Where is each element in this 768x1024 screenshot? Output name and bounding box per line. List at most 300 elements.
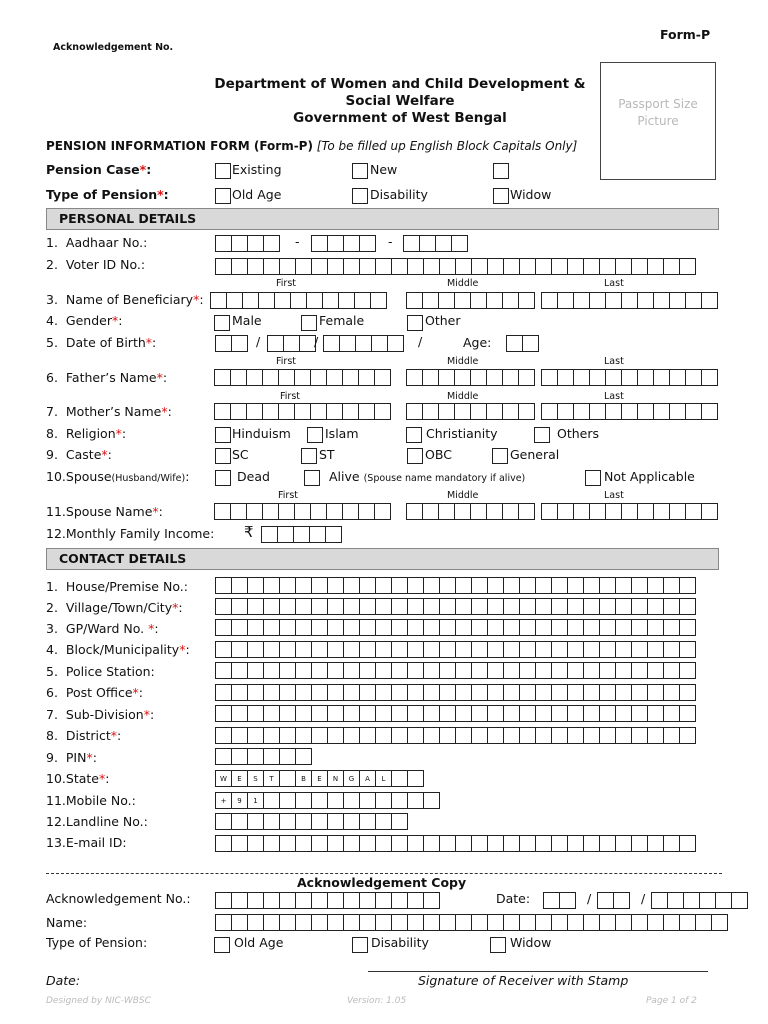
char-cell[interactable] [231,835,248,852]
char-cell[interactable] [535,619,552,636]
char-cell[interactable] [535,577,552,594]
char-cell[interactable] [599,835,616,852]
char-cell[interactable] [375,577,392,594]
char-cell[interactable] [247,598,264,615]
char-cell[interactable] [439,641,456,658]
char-cell[interactable] [503,577,520,594]
char-cell[interactable] [311,258,328,275]
char-cell[interactable] [295,813,312,830]
char-cell[interactable] [541,503,558,520]
char-cell[interactable] [343,662,360,679]
char-cell[interactable] [246,503,263,520]
char-cell[interactable] [486,403,503,420]
char-cell[interactable] [615,577,632,594]
char-cell[interactable] [567,684,584,701]
char-cell[interactable] [535,727,552,744]
char-cell[interactable] [375,258,392,275]
char-cell[interactable] [605,369,622,386]
char-cell[interactable] [583,619,600,636]
char-cell[interactable] [407,598,424,615]
char-cell[interactable] [295,914,312,931]
char-cell[interactable] [535,835,552,852]
char-cell[interactable] [342,503,359,520]
char-cell[interactable] [295,705,312,722]
char-cell[interactable] [589,369,606,386]
char-cell[interactable] [374,369,391,386]
char-cell[interactable] [343,792,360,809]
char-cell[interactable] [669,403,686,420]
char-cell[interactable] [407,577,424,594]
post-grid[interactable] [215,684,695,701]
spouse-first-grid[interactable] [214,503,390,520]
name-last-grid[interactable] [541,292,717,309]
ack-widow-checkbox[interactable] [490,937,506,953]
char-cell[interactable] [231,914,248,931]
char-cell[interactable] [439,258,456,275]
char-cell[interactable] [583,684,600,701]
char-cell[interactable] [583,705,600,722]
char-cell[interactable] [653,403,670,420]
char-cell[interactable] [615,619,632,636]
char-cell[interactable]: T [263,770,280,787]
char-cell[interactable] [471,705,488,722]
char-cell[interactable] [647,727,664,744]
char-cell[interactable] [567,835,584,852]
char-cell[interactable] [247,835,264,852]
char-cell[interactable] [343,727,360,744]
char-cell[interactable] [278,369,295,386]
char-cell[interactable] [599,684,616,701]
char-cell[interactable] [215,914,232,931]
char-cell[interactable] [486,292,503,309]
char-cell[interactable] [391,770,408,787]
char-cell[interactable] [599,258,616,275]
char-cell[interactable] [214,403,231,420]
others-checkbox[interactable] [534,427,550,443]
char-cell[interactable] [438,403,455,420]
char-cell[interactable] [359,813,376,830]
char-cell[interactable] [295,835,312,852]
male-checkbox[interactable] [214,315,230,331]
char-cell[interactable] [423,662,440,679]
char-cell[interactable] [231,727,248,744]
char-cell[interactable] [423,577,440,594]
char-cell[interactable] [557,369,574,386]
char-cell[interactable] [701,292,718,309]
char-cell[interactable] [551,835,568,852]
dob-month-grid[interactable] [267,335,315,352]
char-cell[interactable] [231,641,248,658]
char-cell[interactable] [295,684,312,701]
char-cell[interactable] [589,403,606,420]
char-cell[interactable] [679,598,696,615]
char-cell[interactable] [647,662,664,679]
char-cell[interactable] [247,577,264,594]
char-cell[interactable] [295,598,312,615]
char-cell[interactable] [343,598,360,615]
char-cell[interactable] [263,835,280,852]
char-cell[interactable] [454,292,471,309]
char-cell[interactable] [583,662,600,679]
char-cell[interactable] [522,335,539,352]
age-grid[interactable] [506,335,538,352]
char-cell[interactable] [541,369,558,386]
char-cell[interactable] [277,526,294,543]
char-cell[interactable] [583,835,600,852]
char-cell[interactable] [326,503,343,520]
char-cell[interactable] [279,892,296,909]
char-cell[interactable]: A [359,770,376,787]
char-cell[interactable] [246,403,263,420]
ack-date-year-grid[interactable] [651,892,747,909]
char-cell[interactable] [557,292,574,309]
char-cell[interactable] [279,770,296,787]
char-cell[interactable] [519,662,536,679]
char-cell[interactable] [502,369,519,386]
ack-name-grid[interactable] [215,914,727,931]
char-cell[interactable] [631,577,648,594]
char-cell[interactable] [685,369,702,386]
char-cell[interactable] [231,258,248,275]
char-cell[interactable]: + [215,792,232,809]
aadhaar-grid-1[interactable] [215,235,279,252]
char-cell[interactable] [631,641,648,658]
char-cell[interactable] [679,835,696,852]
not-applicable-checkbox[interactable] [585,470,601,486]
char-cell[interactable] [263,792,280,809]
char-cell[interactable] [375,892,392,909]
char-cell[interactable] [471,258,488,275]
char-cell[interactable] [215,835,232,852]
char-cell[interactable] [295,577,312,594]
char-cell[interactable] [439,598,456,615]
char-cell[interactable] [518,292,535,309]
char-cell[interactable] [210,292,227,309]
char-cell[interactable] [263,598,280,615]
char-cell[interactable] [519,727,536,744]
char-cell[interactable] [423,835,440,852]
state-grid[interactable] [215,770,423,787]
char-cell[interactable] [327,813,344,830]
char-cell[interactable] [214,503,231,520]
char-cell[interactable] [487,662,504,679]
char-cell[interactable] [669,369,686,386]
char-cell[interactable] [423,914,440,931]
char-cell[interactable] [375,641,392,658]
char-cell[interactable] [215,258,232,275]
char-cell[interactable] [375,705,392,722]
char-cell[interactable] [391,705,408,722]
char-cell[interactable] [294,369,311,386]
char-cell[interactable]: 9 [231,792,248,809]
char-cell[interactable] [701,403,718,420]
char-cell[interactable]: G [343,770,360,787]
char-cell[interactable] [278,503,295,520]
char-cell[interactable] [247,235,264,252]
char-cell[interactable] [541,292,558,309]
char-cell[interactable] [279,577,296,594]
char-cell[interactable] [403,235,420,252]
char-cell[interactable] [231,684,248,701]
char-cell[interactable] [605,292,622,309]
char-cell[interactable] [679,258,696,275]
char-cell[interactable] [631,258,648,275]
char-cell[interactable] [311,684,328,701]
char-cell[interactable] [327,892,344,909]
char-cell[interactable] [231,577,248,594]
char-cell[interactable] [471,641,488,658]
char-cell[interactable] [327,235,344,252]
char-cell[interactable] [279,684,296,701]
char-cell[interactable] [535,662,552,679]
char-cell[interactable] [262,503,279,520]
char-cell[interactable] [679,914,696,931]
char-cell[interactable] [647,684,664,701]
widow-checkbox[interactable] [493,188,509,204]
char-cell[interactable] [311,792,328,809]
char-cell[interactable] [487,705,504,722]
char-cell[interactable] [279,641,296,658]
char-cell[interactable] [309,526,326,543]
char-cell[interactable] [231,598,248,615]
char-cell[interactable] [615,684,632,701]
char-cell[interactable] [487,258,504,275]
char-cell[interactable] [695,914,712,931]
char-cell[interactable] [535,641,552,658]
char-cell[interactable] [407,727,424,744]
char-cell[interactable] [647,835,664,852]
char-cell[interactable] [663,258,680,275]
char-cell[interactable] [589,503,606,520]
char-cell[interactable] [215,662,232,679]
char-cell[interactable] [323,335,340,352]
ack-old-age-checkbox[interactable] [214,937,230,953]
char-cell[interactable] [567,577,584,594]
char-cell[interactable] [231,335,248,352]
char-cell[interactable] [615,641,632,658]
char-cell[interactable] [263,748,280,765]
father-middle-grid[interactable] [406,369,534,386]
char-cell[interactable] [455,258,472,275]
char-cell[interactable] [487,641,504,658]
char-cell[interactable] [535,684,552,701]
char-cell[interactable] [322,292,339,309]
char-cell[interactable] [653,503,670,520]
char-cell[interactable] [231,619,248,636]
char-cell[interactable] [406,369,423,386]
char-cell[interactable] [615,727,632,744]
char-cell[interactable] [605,403,622,420]
char-cell[interactable] [311,914,328,931]
char-cell[interactable] [471,835,488,852]
char-cell[interactable] [294,403,311,420]
char-cell[interactable] [599,598,616,615]
char-cell[interactable] [263,914,280,931]
char-cell[interactable] [679,727,696,744]
char-cell[interactable] [406,503,423,520]
char-cell[interactable] [283,335,300,352]
female-checkbox[interactable] [301,315,317,331]
char-cell[interactable] [551,662,568,679]
police-grid[interactable] [215,662,695,679]
char-cell[interactable] [573,403,590,420]
char-cell[interactable] [503,662,520,679]
char-cell[interactable]: E [231,770,248,787]
char-cell[interactable]: N [327,770,344,787]
char-cell[interactable] [263,813,280,830]
char-cell[interactable] [701,503,718,520]
char-cell[interactable] [391,577,408,594]
char-cell[interactable] [455,835,472,852]
char-cell[interactable] [230,369,247,386]
char-cell[interactable] [471,727,488,744]
char-cell[interactable] [663,835,680,852]
char-cell[interactable] [567,619,584,636]
char-cell[interactable] [615,598,632,615]
char-cell[interactable] [455,705,472,722]
char-cell[interactable] [311,662,328,679]
char-cell[interactable] [311,705,328,722]
char-cell[interactable] [471,914,488,931]
char-cell[interactable] [487,684,504,701]
char-cell[interactable] [631,684,648,701]
char-cell[interactable] [327,914,344,931]
char-cell[interactable] [327,727,344,744]
char-cell[interactable] [455,914,472,931]
char-cell[interactable] [599,914,616,931]
char-cell[interactable] [615,705,632,722]
char-cell[interactable] [343,258,360,275]
char-cell[interactable]: L [375,770,392,787]
char-cell[interactable] [215,705,232,722]
char-cell[interactable] [583,258,600,275]
char-cell[interactable] [343,577,360,594]
char-cell[interactable] [391,598,408,615]
char-cell[interactable] [407,684,424,701]
char-cell[interactable] [326,369,343,386]
char-cell[interactable] [407,892,424,909]
char-cell[interactable] [423,705,440,722]
char-cell[interactable] [359,235,376,252]
char-cell[interactable] [247,748,264,765]
char-cell[interactable] [226,292,243,309]
char-cell[interactable] [486,369,503,386]
char-cell[interactable] [439,914,456,931]
char-cell[interactable] [551,577,568,594]
char-cell[interactable] [359,598,376,615]
char-cell[interactable] [535,914,552,931]
char-cell[interactable] [311,641,328,658]
char-cell[interactable] [375,662,392,679]
char-cell[interactable] [551,705,568,722]
char-cell[interactable] [438,369,455,386]
name-first-grid[interactable] [210,292,386,309]
char-cell[interactable] [439,662,456,679]
char-cell[interactable] [685,403,702,420]
char-cell[interactable] [519,619,536,636]
char-cell[interactable] [215,598,232,615]
char-cell[interactable] [247,258,264,275]
char-cell[interactable] [359,727,376,744]
char-cell[interactable] [258,292,275,309]
alive-checkbox[interactable] [304,470,320,486]
char-cell[interactable] [263,258,280,275]
char-cell[interactable] [631,662,648,679]
char-cell[interactable] [231,705,248,722]
char-cell[interactable] [454,369,471,386]
char-cell[interactable] [502,292,519,309]
char-cell[interactable] [375,727,392,744]
char-cell[interactable] [599,577,616,594]
char-cell[interactable] [311,835,328,852]
char-cell[interactable] [375,914,392,931]
char-cell[interactable] [471,662,488,679]
char-cell[interactable] [663,577,680,594]
char-cell[interactable] [439,684,456,701]
char-cell[interactable] [423,619,440,636]
char-cell[interactable] [438,292,455,309]
char-cell[interactable]: 1 [247,792,264,809]
char-cell[interactable] [470,292,487,309]
char-cell[interactable] [470,503,487,520]
char-cell[interactable] [519,835,536,852]
char-cell[interactable] [502,503,519,520]
char-cell[interactable] [407,835,424,852]
char-cell[interactable] [423,727,440,744]
char-cell[interactable] [391,813,408,830]
ack-disability-checkbox[interactable] [352,937,368,953]
char-cell[interactable] [342,403,359,420]
char-cell[interactable] [295,892,312,909]
char-cell[interactable] [215,684,232,701]
char-cell[interactable] [487,598,504,615]
ack-no-grid[interactable] [215,892,439,909]
char-cell[interactable] [535,258,552,275]
char-cell[interactable] [487,619,504,636]
char-cell[interactable] [621,403,638,420]
char-cell[interactable] [290,292,307,309]
char-cell[interactable] [455,619,472,636]
char-cell[interactable] [391,892,408,909]
char-cell[interactable] [359,705,376,722]
char-cell[interactable] [679,641,696,658]
char-cell[interactable] [439,835,456,852]
char-cell[interactable] [559,892,576,909]
char-cell[interactable] [519,641,536,658]
char-cell[interactable] [391,914,408,931]
char-cell[interactable] [519,705,536,722]
char-cell[interactable] [263,619,280,636]
char-cell[interactable] [359,258,376,275]
char-cell[interactable] [374,403,391,420]
char-cell[interactable] [502,403,519,420]
char-cell[interactable] [391,662,408,679]
char-cell[interactable] [518,503,535,520]
char-cell[interactable] [599,619,616,636]
char-cell[interactable] [663,705,680,722]
char-cell[interactable] [439,619,456,636]
sc-checkbox[interactable] [215,448,231,464]
char-cell[interactable] [471,598,488,615]
char-cell[interactable] [613,892,630,909]
char-cell[interactable] [262,403,279,420]
char-cell[interactable] [637,292,654,309]
char-cell[interactable] [263,705,280,722]
char-cell[interactable] [679,705,696,722]
char-cell[interactable] [267,335,284,352]
char-cell[interactable] [407,619,424,636]
char-cell[interactable] [263,641,280,658]
